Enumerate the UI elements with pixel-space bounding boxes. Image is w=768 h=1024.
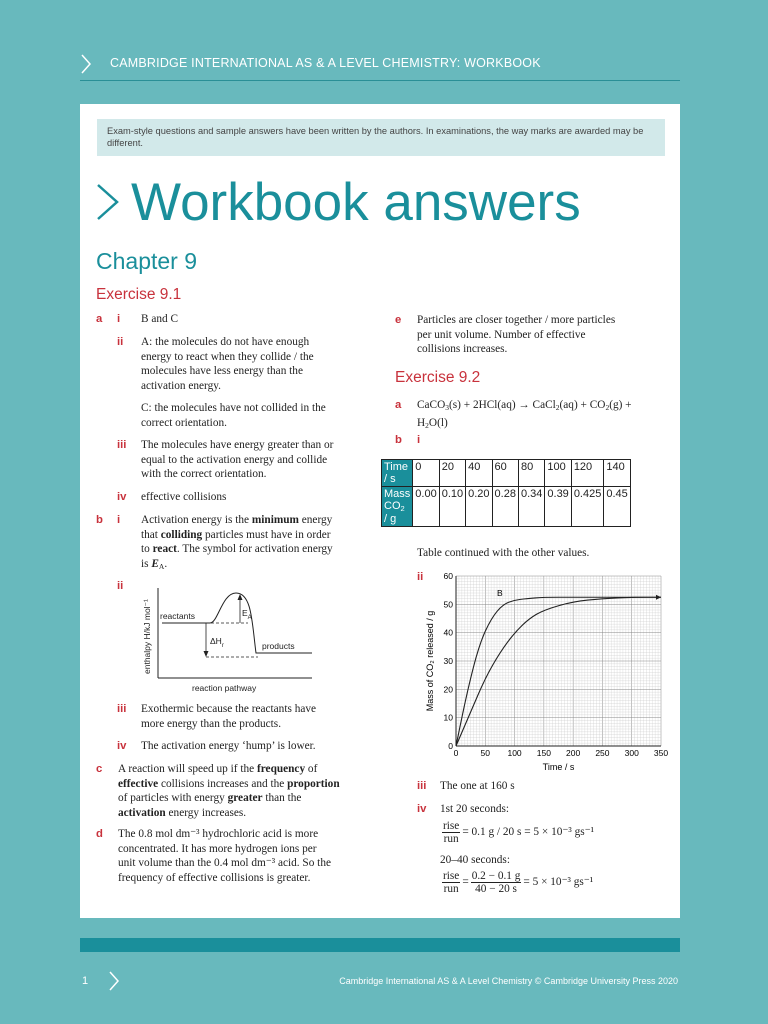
label-92-b-i: i	[417, 434, 421, 446]
x-tick-label: 0	[453, 748, 459, 758]
answer-b-iii: Exothermic because the reactants have more energy than the products.	[141, 703, 317, 730]
running-header	[80, 50, 680, 81]
answer-c: A reaction will speed up if the frequency of effective collisions increases and the proportion of particles with energy greater than the activation energy increases.	[118, 763, 340, 819]
label-a-iv: iv	[117, 491, 127, 503]
x-tick-label: 150	[536, 748, 551, 758]
table-cell: 0.425	[571, 487, 604, 527]
arrow-head	[656, 595, 661, 600]
table-cell: 0.45	[604, 487, 630, 527]
label-a-i: i	[117, 313, 121, 325]
answer-a-ii-c: C: the molecules have not collided in the correct orientation.	[141, 402, 326, 429]
table-cell: 0.34	[518, 487, 544, 527]
answer-e: Particles are closer together / more particles per unit volume. Number of effective collisions increases.	[417, 314, 616, 355]
label-a-ii: ii	[117, 336, 124, 348]
label-92-b: b	[395, 434, 402, 446]
table-cell: 0	[413, 460, 439, 487]
x-axis-label: Time / s	[542, 762, 575, 772]
table-cell: 140	[604, 460, 630, 487]
table-row	[382, 460, 631, 487]
notice-box: Exam-style questions and sample answers have been written by the authors. In examinations, the way marks are awarded may be different.	[97, 119, 665, 156]
footer-text: Cambridge International AS & A Level Chemistry © Cambridge University Press 2020	[339, 976, 678, 986]
y-tick-label: 50	[443, 599, 453, 610]
table-header-time: Time / s	[382, 460, 413, 487]
table-cell: 0.39	[545, 487, 571, 527]
label-b-iii: iii	[117, 703, 127, 715]
y-tick-label: 0	[448, 741, 453, 751]
diagram-products: products	[262, 641, 295, 651]
diagram-y-label: enthalpy H/kJ mol⁻¹	[142, 599, 152, 674]
table-cell: 20	[439, 460, 465, 487]
diagram-reactants: reactants	[160, 611, 195, 621]
series-label: B	[497, 587, 503, 598]
label-b-iv: iv	[117, 740, 127, 752]
table-note: Table continued with the other values.	[417, 547, 590, 559]
label-b-ii: ii	[117, 580, 124, 592]
equation-2: $\frac{\text{rise}}{\text{run}}$ = $\frac{0.2 - 0.1 g}{40 - 20 s}$ = 5 × 10⁻³ gs⁻¹	[443, 870, 594, 895]
y-tick-label: 60	[443, 571, 453, 581]
answer-b-i: Activation energy is the minimum energy that colliding particles must have in order to react. The symbol for activation energy is $E_A$.	[141, 514, 333, 571]
y-axis-label: Mass of CO₂ released / g	[425, 610, 435, 712]
page-title-text: Workbook answers	[131, 173, 581, 232]
mass-time-chart	[418, 568, 668, 778]
y-tick-label: 10	[443, 712, 453, 723]
label-92-b-iv: iv	[417, 803, 427, 815]
chevron-right-icon	[95, 182, 121, 222]
diagram-dh-label: $\Delta H_r$	[210, 636, 224, 649]
label-c: c	[96, 763, 103, 775]
answer-a-iii: The molecules have energy greater than or equal to the activation energy and collide with the correct orientation.	[141, 439, 334, 480]
label-d: d	[96, 828, 103, 840]
label-b-i: i	[117, 514, 121, 526]
label-b: b	[96, 514, 103, 526]
x-tick-label: 200	[566, 748, 581, 758]
equation-1: $\frac{\text{rise}}{\text{run}}$ = 0.1 g / 20 s = 5 × 10⁻³ gs⁻¹	[443, 820, 594, 845]
data-table	[381, 459, 631, 527]
label-92-b-ii: ii	[417, 571, 424, 583]
footer-bar	[80, 938, 680, 952]
table-cell: 40	[466, 460, 492, 487]
y-tick-label: 20	[443, 684, 453, 695]
page-number: 1	[82, 975, 89, 987]
chevron-right-icon	[108, 970, 120, 992]
chevron-right-icon	[80, 53, 92, 75]
answer-d: The 0.8 mol dm⁻³ hydrochloric acid is more concentrated. It has more hydrogen ions per unit volume than the 0.4 mol dm⁻³ acid. So the frequency of effective collisions is greater.	[118, 828, 331, 884]
x-tick-label: 50	[480, 748, 491, 758]
exercise-9-1-title: Exercise 9.1	[96, 286, 182, 303]
header-title: CAMBRIDGE INTERNATIONAL AS & A LEVEL CHEMISTRY: WORKBOOK	[110, 56, 541, 70]
label-92-b-iii: iii	[417, 780, 427, 792]
page-content	[80, 104, 680, 918]
table-cell: 0.00	[413, 487, 439, 527]
y-tick-label: 30	[443, 656, 453, 666]
label-a: a	[96, 313, 103, 325]
answer-a-i: B and C	[141, 313, 179, 325]
table-cell: 0.10	[439, 487, 465, 527]
x-tick-label: 100	[507, 748, 522, 758]
x-tick-label: 250	[595, 748, 610, 758]
answer-92-b-iv-2: 20–40 seconds:	[440, 854, 510, 866]
answer-92-b-iii: The one at 160 s	[440, 780, 515, 792]
chapter-title: Chapter 9	[96, 248, 198, 274]
answer-a-ii: A: the molecules do not have enough energy to react when they collide / the molecules have less energy than the activation energy.	[141, 336, 314, 392]
y-tick-label: 40	[443, 627, 453, 638]
label-a-iii: iii	[117, 439, 127, 451]
answer-a-iv: effective collisions	[141, 491, 227, 503]
table-cell: 0.28	[492, 487, 518, 527]
table-header-mass: Mass $CO_2$ / g	[382, 487, 413, 527]
table-cell: 120	[571, 460, 604, 487]
table-cell: 0.20	[466, 487, 492, 527]
x-tick-label: 300	[624, 748, 639, 758]
table-cell: 100	[545, 460, 571, 487]
answer-92-b-iv: 1st 20 seconds:	[440, 803, 510, 815]
table-cell: 80	[518, 460, 544, 487]
answer-b-iv: The activation energy ‘hump’ is lower.	[141, 740, 316, 752]
page-title	[95, 172, 581, 234]
label-e: e	[395, 314, 402, 326]
diagram-x-label: reaction pathway	[192, 683, 257, 693]
diagram-ea-label: $E_A$	[242, 608, 252, 621]
table-cell: 60	[492, 460, 518, 487]
exercise-9-2-title: Exercise 9.2	[395, 369, 481, 386]
answer-92-a: CaCO$_3$(s) + 2HCl(aq) → CaCl$_2$(aq) + $CO_2(g)$ + $H_2O(l)$	[417, 399, 632, 430]
label-92-a: a	[395, 399, 402, 411]
energy-profile-diagram	[140, 578, 320, 698]
table-row	[382, 487, 631, 527]
x-tick-label: 350	[653, 748, 668, 758]
